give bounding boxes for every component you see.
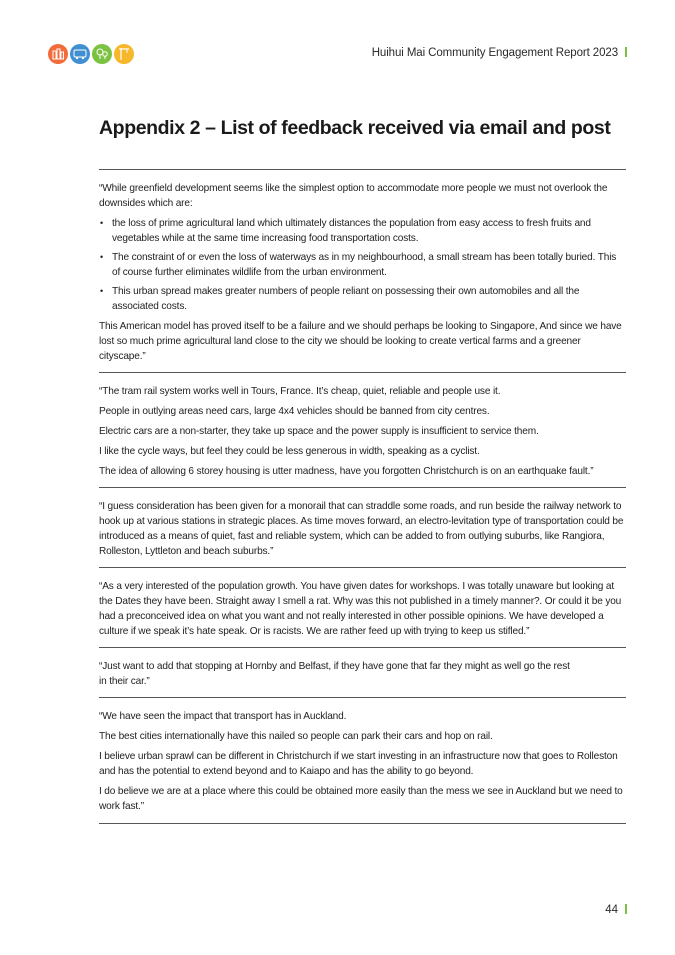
- page-title: Appendix 2 – List of feedback received via email and post: [99, 117, 611, 139]
- buildings-icon: [48, 44, 68, 64]
- feedback-entry: [99, 647, 626, 697]
- feedback-paragraph: “We have seen the impact that transport has in Auckland.: [99, 711, 347, 722]
- trees-icon: [92, 44, 112, 64]
- feedback-paragraph: “While greenfield development seems like the simplest option to accommodate more people we must not overlook the downsides which are:: [99, 183, 608, 209]
- feedback-paragraph: “As a very interested of the population growth. You have given dates for workshops. I was totally unaware but looking at the Dates they have been. Straight away I smell a rat. Why was this not published in a timely manner?. Or could it be you had a preconceived idea on what you want and not really interested in other possible opinions. We have developed a culture if we speak it’s hate speak. Or is racists. We are rather feed up with trying to keep us stifled.”: [99, 581, 622, 637]
- feedback-paragraph: I believe urban sprawl can be different in Christchurch if we start investing in an infrastructure now that goes to Rolleston and has the potential to extend beyond and to Kaiapo and has the ability to go beyond.: [99, 751, 618, 777]
- feedback-paragraph: “I guess consideration has been given for a monorail that can straddle some roads, and run beside the railway network to hook up at various stations in strategic places. As time moves forward, an electro-levitation type of transportation could be introduced as a means of quiet, fast and reliable system, which can be added to from outlying suburbs, like Rangiora, Rolleston, Lyttleton and beach suburbs.”: [99, 501, 624, 557]
- feedback-list: [99, 169, 626, 824]
- feedback-entry: [99, 697, 626, 824]
- report-header: [372, 47, 627, 59]
- report-title: Huihui Mai Community Engagement Report 2023: [371, 47, 618, 59]
- feedback-entry: [99, 169, 626, 372]
- feedback-paragraph: “The tram rail system works well in Tours, France. It’s cheap, quiet, reliable and people use it.: [99, 386, 501, 397]
- feedback-paragraph: I like the cycle ways, but feel they could be less generous in width, speaking as a cyclist.: [99, 446, 480, 457]
- feedback-paragraph: This American model has proved itself to be a failure and we should perhaps be looking to Singapore, And since we have lost so much prime agricultural land close to the city we should be looking to create vertical farms and a greener cityscape.”: [99, 321, 622, 362]
- feedback-paragraph: “Just want to add that stopping at Hornby and Belfast, if they have gone that far they might as well go the rest in their car.”: [99, 661, 570, 687]
- feedback-paragraph: The best cities internationally have this nailed so people can park their cars and hop on rail.: [99, 731, 493, 742]
- feedback-bullet: • the loss of prime agricultural land which ultimately distances the population from easy access to fresh fruits and vegetables while at the same time increasing food transportation costs.: [99, 216, 626, 246]
- page-number-value: 44: [605, 904, 618, 916]
- bus-icon: [70, 44, 90, 64]
- feedback-paragraph: The idea of allowing 6 storey housing is utter madness, have you forgotten Christchurch is on an earthquake fault.”: [99, 466, 594, 477]
- feedback-entry: [99, 487, 626, 567]
- feedback-paragraph: I do believe we are at a place where this could be obtained more easily than the mess we see in Auckland but we need to work fast.”: [99, 786, 623, 812]
- feedback-entry: [99, 567, 626, 647]
- header-logos: [48, 44, 134, 64]
- feedback-bullet: • This urban spread makes greater numbers of people reliant on possessing their own automobiles and all the associated costs.: [99, 284, 626, 314]
- header-accent-bar: [625, 47, 627, 57]
- crane-icon: [114, 44, 134, 64]
- page-number: [605, 904, 627, 916]
- page-number-accent-bar: [625, 904, 627, 914]
- feedback-entry: [99, 372, 626, 487]
- feedback-bullet: • The constraint of or even the loss of waterways as in my neighbourhood, a small stream has been totally buried. This of course further eliminates wildlife from the urban environment.: [99, 250, 626, 280]
- feedback-paragraph: People in outlying areas need cars, large 4x4 vehicles should be banned from city centres.: [99, 406, 490, 417]
- feedback-paragraph: Electric cars are a non-starter, they take up space and the power supply is insufficient to service them.: [99, 426, 539, 437]
- feedback-bullet-list: [99, 216, 626, 314]
